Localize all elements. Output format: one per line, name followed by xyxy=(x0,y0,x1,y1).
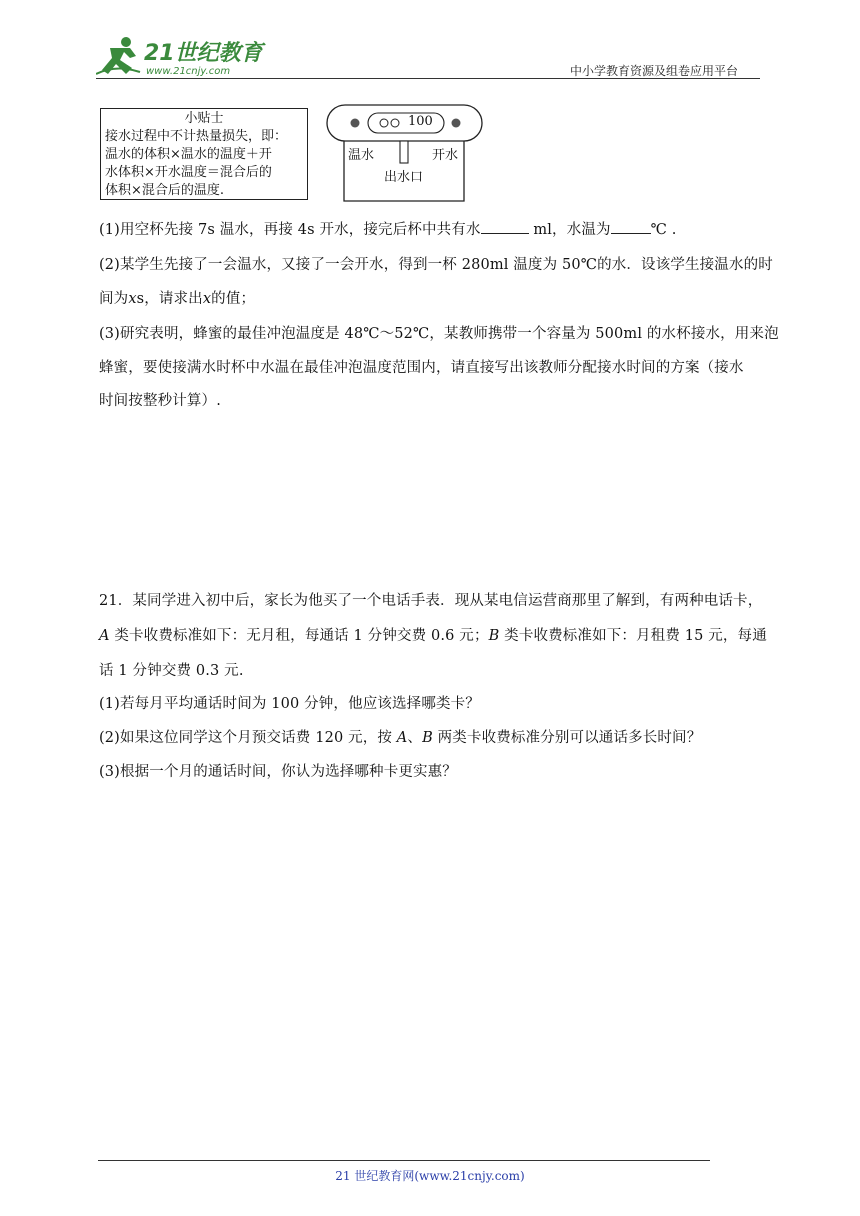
tip-line: 温水的体积×温水的温度＋开 xyxy=(105,147,272,162)
q21-sub1: (1)若每月平均通话时间为 100 分钟，他应该选择哪类卡？ xyxy=(99,696,480,712)
separator: 、 xyxy=(407,730,423,746)
tip-title: 小贴士 xyxy=(184,111,224,126)
q21-sub2 xyxy=(99,726,701,747)
tip-line: 体积×混合后的温度. xyxy=(105,183,225,198)
q21-sub2-text-a: (2)如果这位同学这个月预交话费 120 元，按 xyxy=(99,730,397,746)
q20-part3-line2: 蜂蜜，要使接满水时杯中水温在最佳冲泡温度范围内，请直接写出该教师分配接水时间的方案（接水 xyxy=(99,360,744,376)
q20-part2-text-a: 间为 xyxy=(99,291,129,307)
q20-part3-line1: (3)研究表明，蜂蜜的最佳冲泡温度是 48℃～52℃，某教师携带一个容量为 500ml 的水杯接水，用来泡 xyxy=(99,326,779,342)
card-a-label: A xyxy=(99,628,110,644)
q20-part2-line1: (2)某学生先接了一会温水，又接了一会开水，得到一杯 280ml 温度为 50℃的水．设该学生接温水的时 xyxy=(99,257,773,273)
q20-part2-text-c: 的值； xyxy=(211,291,256,307)
variable-x: x xyxy=(128,291,137,307)
card-b-label: B xyxy=(488,628,500,644)
q20-part1-text-c: ℃ . xyxy=(650,222,677,238)
outlet-label: 出水口 xyxy=(384,170,424,185)
runner-logo-icon xyxy=(96,34,266,80)
tip-line: 接水过程中不计热量损失，即： xyxy=(105,129,288,144)
display-value: 100 xyxy=(408,114,433,129)
q20-part2-text-b: s，请求出 xyxy=(136,291,203,307)
q21-stem-line1: 21．某同学进入初中后，家长为他买了一个电话手表．现从某电信运营商那里了解到，有两种电话卡， xyxy=(99,593,763,609)
card-b-label: B xyxy=(422,730,433,746)
water-dispenser-diagram xyxy=(326,104,484,204)
variable-x: x xyxy=(202,291,212,307)
card-a-label: A xyxy=(396,730,408,746)
indicator-light-left xyxy=(351,119,360,128)
header-divider xyxy=(96,78,760,79)
footer-divider xyxy=(98,1160,710,1161)
answer-blank xyxy=(611,219,651,234)
answer-blank xyxy=(481,219,529,234)
tip-box xyxy=(100,108,308,200)
indicator-light-right xyxy=(452,119,461,128)
site-logo xyxy=(96,34,266,80)
q20-part1 xyxy=(99,218,677,239)
q21-stem-line3: 话 1 分钟交费 0.3 元. xyxy=(99,663,244,679)
q20-part1-text-b: ml，水温为 xyxy=(533,222,611,238)
q21-stem-text-a: 类卡收费标准如下：无月租，每通话 1 分钟交费 0.6 元； xyxy=(109,628,489,644)
footer-link[interactable]: 21 世纪教育网(www.21cnjy.com) xyxy=(335,1169,525,1183)
q21-stem-text-b: 类卡收费标准如下：月租费 15 元，每通 xyxy=(499,628,767,644)
q20-part3-line3: 时间按整秒计算）. xyxy=(99,393,221,409)
header-platform-text: 中小学教育资源及组卷应用平台 xyxy=(570,64,739,78)
q21-stem-line2 xyxy=(99,624,767,645)
logo-text: 21世纪教育 xyxy=(144,41,263,66)
q21-sub2-text-b: 两类卡收费标准分别可以通话多长时间？ xyxy=(432,730,702,746)
tip-line: 水体积×开水温度＝混合后的 xyxy=(105,165,272,180)
warm-water-label: 温水 xyxy=(348,148,375,163)
q20-part1-text-a: (1)用空杯先接 7s 温水，再接 4s 开水，接完后杯中共有水 xyxy=(99,222,481,238)
q21-sub3: (3)根据一个月的通话时间，你认为选择哪种卡更实惠？ xyxy=(99,764,457,780)
boiling-water-label: 开水 xyxy=(432,148,459,163)
logo-url: www.21cnjy.com xyxy=(146,66,231,77)
q20-part2-line2 xyxy=(99,287,255,308)
outlet-nozzle xyxy=(400,141,408,163)
